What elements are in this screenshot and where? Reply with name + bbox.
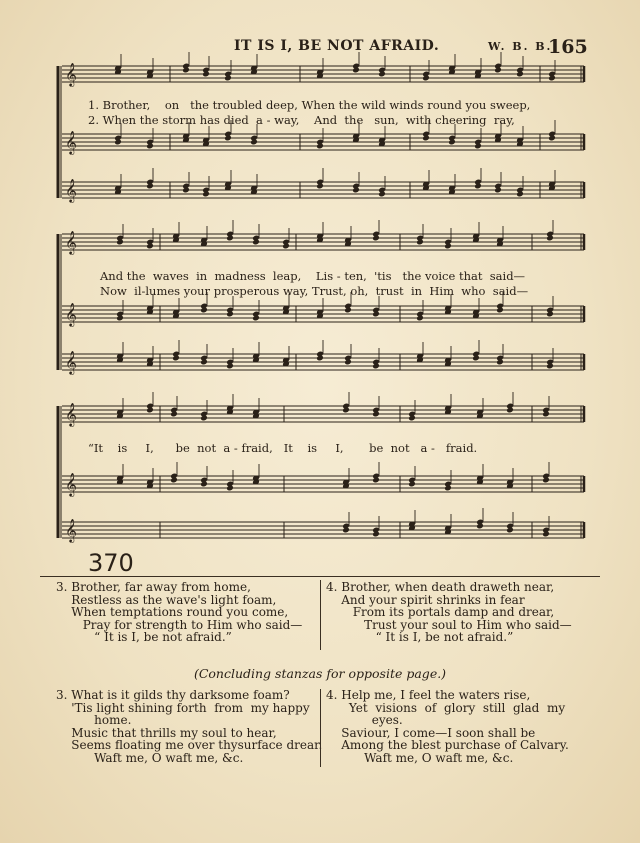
lyrics-s1-line2: 2. When the storm has died a - way, And the sun, with cheering ray, [88,113,515,127]
page-number: 165 [548,36,588,58]
stanza-4-bottom-line: eyes. [326,713,403,727]
stanza-4-top-line: Trust your soul to Him who said— [326,617,572,632]
stanza-4-bottom-line: 4. Help me, I feel the waters rise, [326,688,531,702]
system3-top-clef: 𝄞 [65,402,77,426]
stanza-3-top-line: Pray for strength to Him who said— [56,617,303,632]
stanza-4-bottom-line: Waft me, O waft me, &c. [326,750,514,765]
lyrics-s3-line1: “It is I, be not a - fraid, It is I, be not a - fraid. [88,441,478,455]
stanza-3-top-line: Restless as the wave's light foam, [56,592,277,607]
system3-mid-clef: 𝄞 [65,472,77,496]
stanza-4-top-line: And your spirit shrinks in fear [326,592,525,607]
system1-top-clef: 𝄞 [65,62,77,86]
concluding-note: (Concluding stanzas for opposite page.) [193,666,447,681]
stanza-4-bottom-line: Saviour, I come—I soon shall be [326,725,536,740]
column-divider-bottom [320,689,321,767]
column-divider-top [320,580,321,650]
system1-bass-clef: 𝄞 [65,178,77,202]
stanza-4-top [326,581,572,644]
rule-top [40,576,600,577]
stanza-3-bottom [56,689,322,764]
stanza-3-bottom-line: home. [56,713,132,727]
hymn-number: 370 [88,549,134,577]
system2-top-clef: 𝄞 [65,230,77,254]
stanza-3-bottom-line: 'Tis light shining forth from my happy [56,700,310,715]
system2-bass-clef: 𝄞 [65,350,77,374]
stanza-3-top-line: 3. Brother, far away from home, [56,580,251,594]
stanza-3-bottom-line: 3. What is it gilds thy darksome foam? [56,688,290,702]
stanza-3-top-line: When temptations round you come, [56,605,289,619]
stanza-3-bottom-line: Music that thrills my soul to hear, [56,725,277,740]
stanza-4-top-line: 4. Brother, when death draweth near, [326,580,555,594]
stanza-4-bottom-line: Among the blest purchase of Calvary. [326,738,569,752]
stanza-3-top [56,581,302,644]
stanza-4-bottom [326,689,569,764]
stanza-3-bottom-line: Seems floating me over thysurface drear. [56,738,323,752]
lyrics-s1-line1: 1. Brother, on the troubled deep, When the wild winds round you sweep, [88,98,531,112]
lyrics-s2-line2: Now il-lumes your prosperous way, Trust, oh, trust in Him who said— [100,284,529,298]
system3-bass-clef: 𝄞 [65,518,77,542]
hymn-author: W. B. B. [488,40,553,53]
system2-mid-clef: 𝄞 [65,302,77,326]
lyrics-s2-line1: And the waves in madness leap, Lis - ten, 'tis the voice that said— [100,269,526,283]
stanza-4-top-line: “ It is I, be not afraid.” [326,630,514,644]
stanza-4-top-line: From its portals damp and drear, [326,605,555,619]
stanza-3-bottom-line: Waft me, O waft me, &c. [56,750,244,765]
hymn-title: IT IS I, BE NOT AFRAID. [234,38,440,54]
stanza-3-top-line: “ It is I, be not afraid.” [56,630,232,644]
stanza-4-bottom-line: Yet visions of glory still glad my [326,700,566,715]
system1-mid-clef: 𝄞 [65,130,77,154]
